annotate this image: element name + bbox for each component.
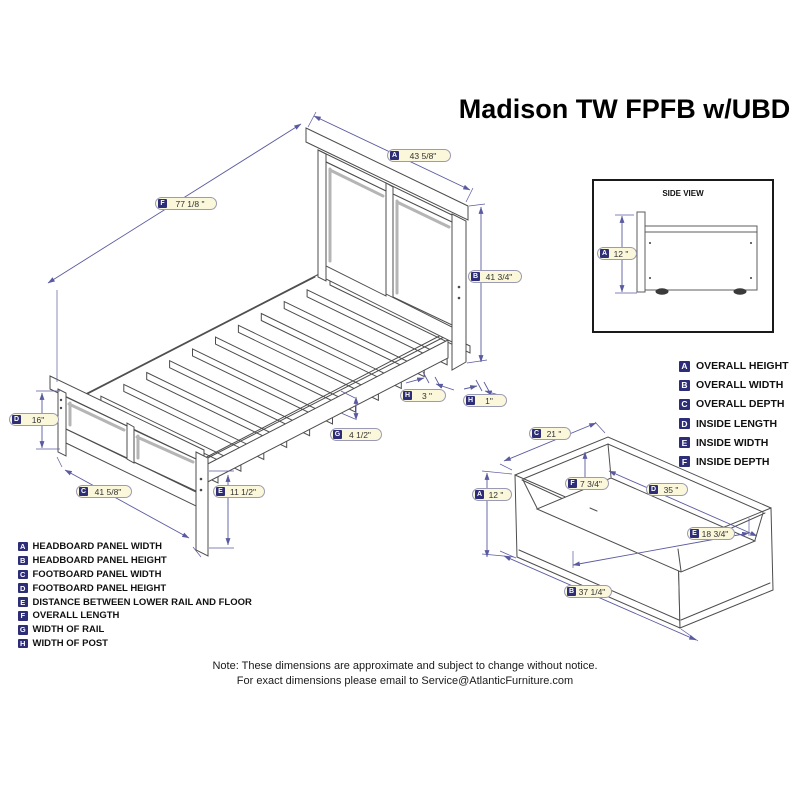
dim-value: 43 5/8"	[409, 150, 437, 161]
legend-label: OVERALL LENGTH	[32, 610, 120, 622]
legend-item	[18, 638, 252, 649]
legend-label: INSIDE WIDTH	[696, 436, 769, 449]
dim-value: 7 3/4"	[580, 478, 602, 489]
legend-letter-badge: E	[679, 437, 690, 448]
dim-letter: B	[472, 273, 479, 280]
drawer-dim-overall-height	[472, 488, 512, 501]
legend-label: FOOTBOARD PANEL WIDTH	[32, 568, 162, 580]
legend-label: DISTANCE BETWEEN LOWER RAIL AND FLOOR	[32, 596, 252, 608]
legend-item	[679, 418, 789, 430]
dim-value: 12 "	[613, 248, 629, 259]
dim-letter: B	[568, 588, 575, 595]
dim-value: 1"	[485, 395, 493, 406]
legend-item	[679, 456, 789, 468]
legend-item	[679, 360, 789, 372]
dim-letter: D	[13, 416, 20, 423]
bed-dim-rail-width	[330, 428, 382, 441]
legend-label: OVERALL HEIGHT	[696, 360, 789, 372]
dim-letter: F	[568, 479, 577, 488]
dim-value: 3 "	[421, 390, 433, 401]
dim-letter: A	[476, 491, 483, 498]
dim-letter: A	[391, 152, 398, 159]
bed-dim-headboard-width	[387, 149, 451, 162]
legend-label: OVERALL DEPTH	[696, 398, 785, 411]
page-title: Madison TW FPFB w/UBD	[458, 94, 791, 124]
dim-letter: D	[650, 486, 657, 493]
legend-item	[18, 597, 252, 608]
dim-letter: A	[601, 250, 608, 257]
legend-letter-badge: A	[18, 542, 28, 552]
legend-bed	[18, 541, 252, 652]
dim-value: 16"	[31, 414, 45, 425]
drawer-dim-overall-width	[564, 585, 612, 598]
dim-value: 4 1/2"	[349, 429, 371, 440]
footnote	[185, 659, 625, 689]
legend-letter-badge: C	[18, 570, 28, 580]
legend-letter-badge: F	[18, 611, 28, 621]
legend-item	[679, 437, 789, 449]
legend-letter-badge: E	[18, 597, 28, 607]
dim-letter: C	[533, 430, 540, 437]
bed-dim-post-width-3	[400, 389, 446, 402]
dim-value: 18 3/4"	[701, 528, 729, 539]
legend-letter-badge: B	[679, 380, 690, 391]
bed-dim-overall-length	[155, 197, 217, 210]
drawer-dim-inside-depth	[565, 477, 609, 490]
dim-letter: E	[690, 529, 699, 538]
legend-letter-badge: C	[679, 399, 690, 410]
bed-dim-headboard-height	[468, 270, 522, 283]
dim-value: 35 "	[663, 484, 679, 495]
dim-value: 12 "	[488, 489, 504, 500]
legend-label: INSIDE DEPTH	[696, 455, 770, 468]
legend-item	[679, 379, 789, 391]
legend-label: WIDTH OF POST	[32, 638, 108, 650]
legend-label: HEADBOARD PANEL WIDTH	[32, 541, 162, 552]
dim-letter: F	[158, 199, 167, 208]
dim-value: 77 1/8 "	[175, 198, 205, 209]
legend-letter-badge: A	[679, 361, 690, 372]
drawer-dim-overall-depth	[529, 427, 571, 440]
legend-letter-badge: G	[19, 625, 26, 635]
legend-label: WIDTH OF RAIL	[32, 624, 105, 636]
dim-value: 41 3/4"	[485, 271, 513, 282]
dim-letter: H	[404, 392, 411, 399]
footboard	[50, 376, 208, 556]
legend-letter-badge: D	[18, 583, 28, 593]
dim-letter: C	[80, 488, 87, 495]
bed-dim-footboard-width	[76, 485, 132, 498]
footnote-line1: Note: These dimensions are approximate and subject to change without notice.	[212, 660, 598, 672]
bed-dim-footboard-height	[9, 413, 59, 426]
drawer-dim-inside-length	[646, 483, 688, 496]
legend-item	[18, 569, 252, 580]
legend-item	[18, 624, 252, 635]
dim-value: 37 1/4"	[578, 586, 606, 597]
legend-item	[18, 610, 252, 621]
legend-letter-badge: F	[679, 456, 690, 467]
dim-value: 11 1/2"	[229, 486, 257, 497]
legend-item	[18, 583, 252, 594]
legend-label: FOOTBOARD PANEL HEIGHT	[32, 582, 167, 594]
legend-letter-badge: H	[18, 639, 28, 649]
drawer-dim-inside-width	[687, 527, 735, 540]
legend-letter-badge: D	[679, 418, 690, 429]
sideview-dim-height	[597, 247, 637, 260]
legend-label: INSIDE LENGTH	[696, 417, 778, 430]
side-view-title: SIDE VIEW	[662, 189, 704, 198]
bed-dim-post-width-1	[463, 394, 507, 407]
dim-value: 41 5/8"	[94, 486, 122, 497]
dim-letter: E	[216, 487, 225, 496]
legend-label: HEADBOARD PANEL HEIGHT	[32, 554, 167, 566]
bed-dim-rail-to-floor	[213, 485, 265, 498]
dim-letter: H	[467, 397, 474, 404]
legend-drawer	[679, 360, 789, 475]
dim-value: 21 "	[546, 428, 562, 439]
legend-item	[679, 398, 789, 410]
footnote-line2: For exact dimensions please email to Service@AtlanticFurniture.com	[236, 675, 574, 687]
legend-item	[18, 541, 252, 552]
dim-letter: G	[334, 431, 341, 438]
legend-item	[18, 555, 252, 566]
legend-label: OVERALL WIDTH	[696, 379, 784, 392]
legend-letter-badge: B	[18, 556, 28, 566]
